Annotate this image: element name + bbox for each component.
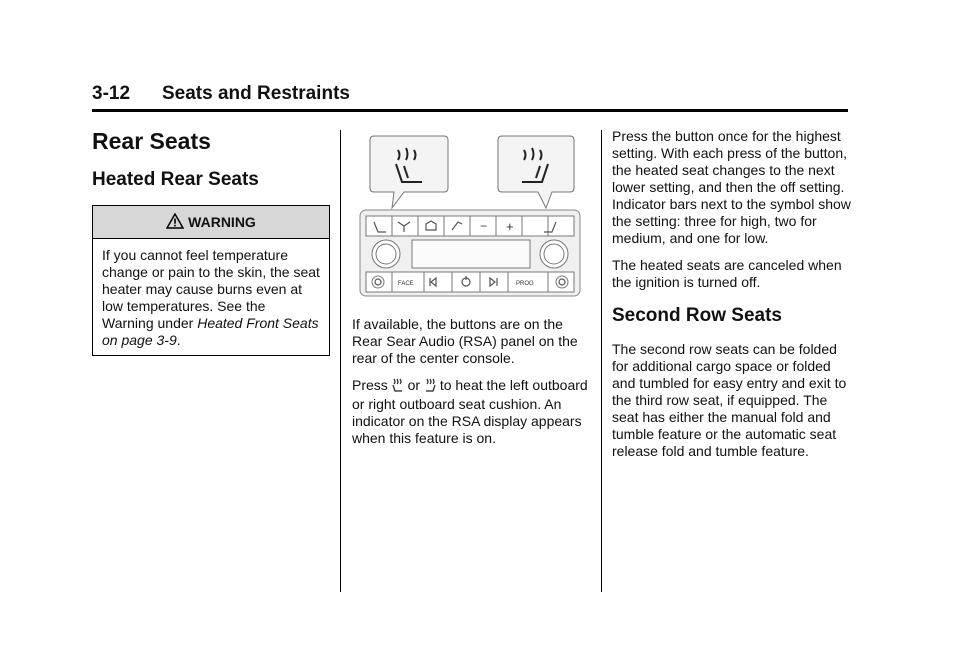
- heading-second-row-seats: Second Row Seats: [612, 305, 782, 326]
- minus-button-label: −: [480, 219, 488, 233]
- warning-link[interactable]: Heated Front Seats on page 3-9: [102, 315, 319, 348]
- warning-header: [93, 206, 329, 239]
- column-2: [352, 124, 590, 457]
- column-3: [612, 128, 856, 470]
- plus-button-label: +: [506, 219, 514, 234]
- rsa-paragraph-2: Press or to heat the left outboard or right outboard seat cushion. An indicator on the RSA display appears when this feature is on.: [352, 377, 588, 446]
- page-number: 3-12: [92, 83, 131, 104]
- warning-triangle-icon: [166, 213, 184, 232]
- prog-button-label: PROG: [516, 281, 534, 287]
- heading-heated-rear-seats: Heated Rear Seats: [92, 169, 259, 190]
- section-title: Seats and Restraints: [162, 83, 350, 104]
- face-button-label: FACE: [398, 281, 414, 287]
- rsa-paragraph-1: If available, the buttons are on the Rear Sear Audio (RSA) panel on the rear of the center console.: [352, 316, 578, 366]
- column-1: [92, 124, 330, 356]
- cancel-paragraph: The heated seats are canceled when the ignition is turned off.: [612, 257, 842, 290]
- second-row-paragraph: The second row seats can be folded for additional cargo space or folded and tumbled for easy entry and exit to the third row seat, if equipped. The seat has either the manual fold and tumble feature or the automatic seat release fold and tumble feature.: [612, 341, 847, 459]
- warning-body: If you cannot feel temperature change or pain to the skin, the seat heater may cause burns even at low temperatures. See the Warning under Heated Front Seats on page 3-9.: [102, 247, 320, 348]
- rsa-panel-figure: [352, 124, 588, 302]
- column-divider: [601, 130, 602, 592]
- column-divider: [340, 130, 341, 592]
- heated-seat-right-icon: [424, 378, 436, 396]
- warning-label: WARNING: [188, 214, 256, 230]
- warning-box: [92, 205, 330, 356]
- heading-rear-seats: Rear Seats: [92, 128, 211, 154]
- setting-paragraph: Press the button once for the highest setting. With each press of the button, the heated seat changes to the next lower setting, and then the off setting. Indicator bars next to the symbol show the setting: three for high, two for medium, and one for low.: [612, 128, 851, 246]
- heated-seat-left-icon: [392, 378, 404, 396]
- page-header: [92, 83, 848, 112]
